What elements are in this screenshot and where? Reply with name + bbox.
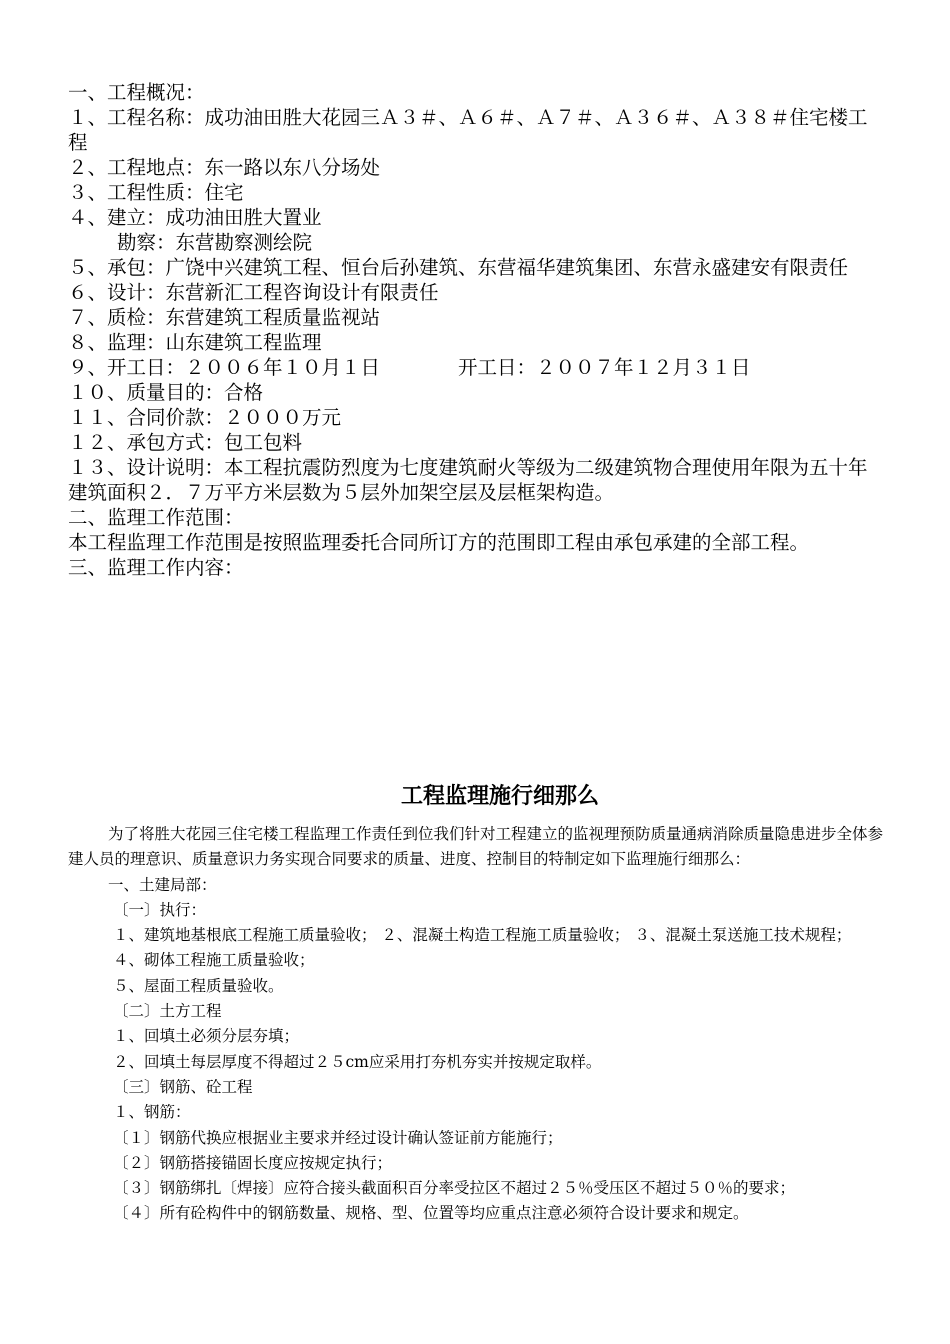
exec-heading: 〔一〕执行：	[113, 900, 207, 919]
steel-item-2: 〔２〕钢筋搭接锚固长度应按规定执行；	[113, 1153, 393, 1172]
design-description: １３、设计说明：本工程抗震防烈度为七度建筑耐火等级为二级建筑物合理使用年限为五十年建筑面积２．７万平方米层数为５层外加架空层及层框架构造。	[68, 456, 868, 504]
quality-target: １０、质量目的：合格	[68, 381, 264, 404]
project-contractor: ５、承包：广饶中兴建筑工程、恒台后孙建筑、东营福华建筑集团、东营永盛建安有限责任	[68, 256, 849, 279]
project-dates	[68, 355, 883, 380]
project-survey: 勘察：东营勘察测绘院	[117, 231, 313, 254]
project-location: ２、工程地点：东一路以东八分场处	[68, 156, 381, 179]
project-design: ６、设计：东营新汇工程咨询设计有限责任	[68, 281, 439, 304]
content-heading: 三、监理工作内容：	[68, 556, 244, 579]
project-overview-section	[68, 80, 883, 580]
steel-heading: 〔三〕钢筋、砼工程	[113, 1077, 253, 1096]
project-supervision: ８、监理：山东建筑工程监理	[68, 331, 322, 354]
earthwork-item-1: １、回填土必须分层夯填；	[113, 1027, 300, 1046]
exec-item-1: １、建筑地基根底工程施工质量验收； ２、混凝土构造工程施工质量验收； ３、混凝土泵送施工技术规程； ４、砌体工程施工质量验收；	[113, 926, 852, 970]
scope-text: 本工程监理工作范围是按照监理委托合同所订方的范围即工程由承包承建的全部工程。	[68, 531, 810, 554]
rules-section	[68, 822, 883, 1227]
steel-item-1: 〔１〕钢筋代换应根据业主要求并经过设计确认签证前方能施行；	[113, 1128, 563, 1147]
end-date: 开工日：２００７年１２月３１日	[458, 356, 751, 379]
overview-heading: 一、工程概况：	[68, 81, 205, 104]
steel-item-3: 〔３〕钢筋绑扎〔焊接〕应符合接头截面积百分率受拉区不超过２５％受压区不超过５０％的要求；	[113, 1179, 796, 1198]
contract-mode: １２、承包方式：包工包料	[68, 431, 303, 454]
earthwork-item-2: ２、回填土每层厚度不得超过２５cm应采用打夯机夯实并按规定取样。	[113, 1052, 602, 1071]
project-name: １、工程名称：成功油田胜大花园三Ａ３＃、Ａ６＃、Ａ７＃、Ａ３６＃、Ａ３８＃住宅楼工程	[68, 106, 868, 154]
scope-heading: 二、监理工作范围：	[68, 506, 244, 529]
steel-subheading: １、钢筋：	[113, 1103, 191, 1122]
rules-intro: 为了将胜大花园三住宅楼工程监理工作责任到位我们针对工程建立的监视理预防质量通病消除质量隐患进步全体参建人员的理意识、质量意识力务实现合同要求的质量、进度、控制目的特制定如下监理施行细那么：	[68, 825, 884, 869]
steel-item-4: 〔４〕所有砼构件中的钢筋数量、规格、型、位置等均应重点注意必须符合设计要求和规定。	[113, 1204, 749, 1223]
contract-price: １１、合同价款：２０００万元	[68, 406, 342, 429]
start-date: ９、开工日：２００６年１０月１日	[68, 356, 381, 379]
earthwork-heading: 〔二〕土方工程	[113, 1002, 222, 1021]
civil-heading: 一、土建局部：	[108, 875, 217, 894]
project-owner: ４、建立：成功油田胜大置业	[68, 206, 322, 229]
rules-title: 工程监理施行细那么	[400, 784, 599, 809]
project-nature: ３、工程性质：住宅	[68, 181, 244, 204]
exec-item-2: ５、屋面工程质量验收。	[113, 976, 284, 995]
project-quality-inspection: ７、质检：东营建筑工程质量监视站	[68, 306, 381, 329]
